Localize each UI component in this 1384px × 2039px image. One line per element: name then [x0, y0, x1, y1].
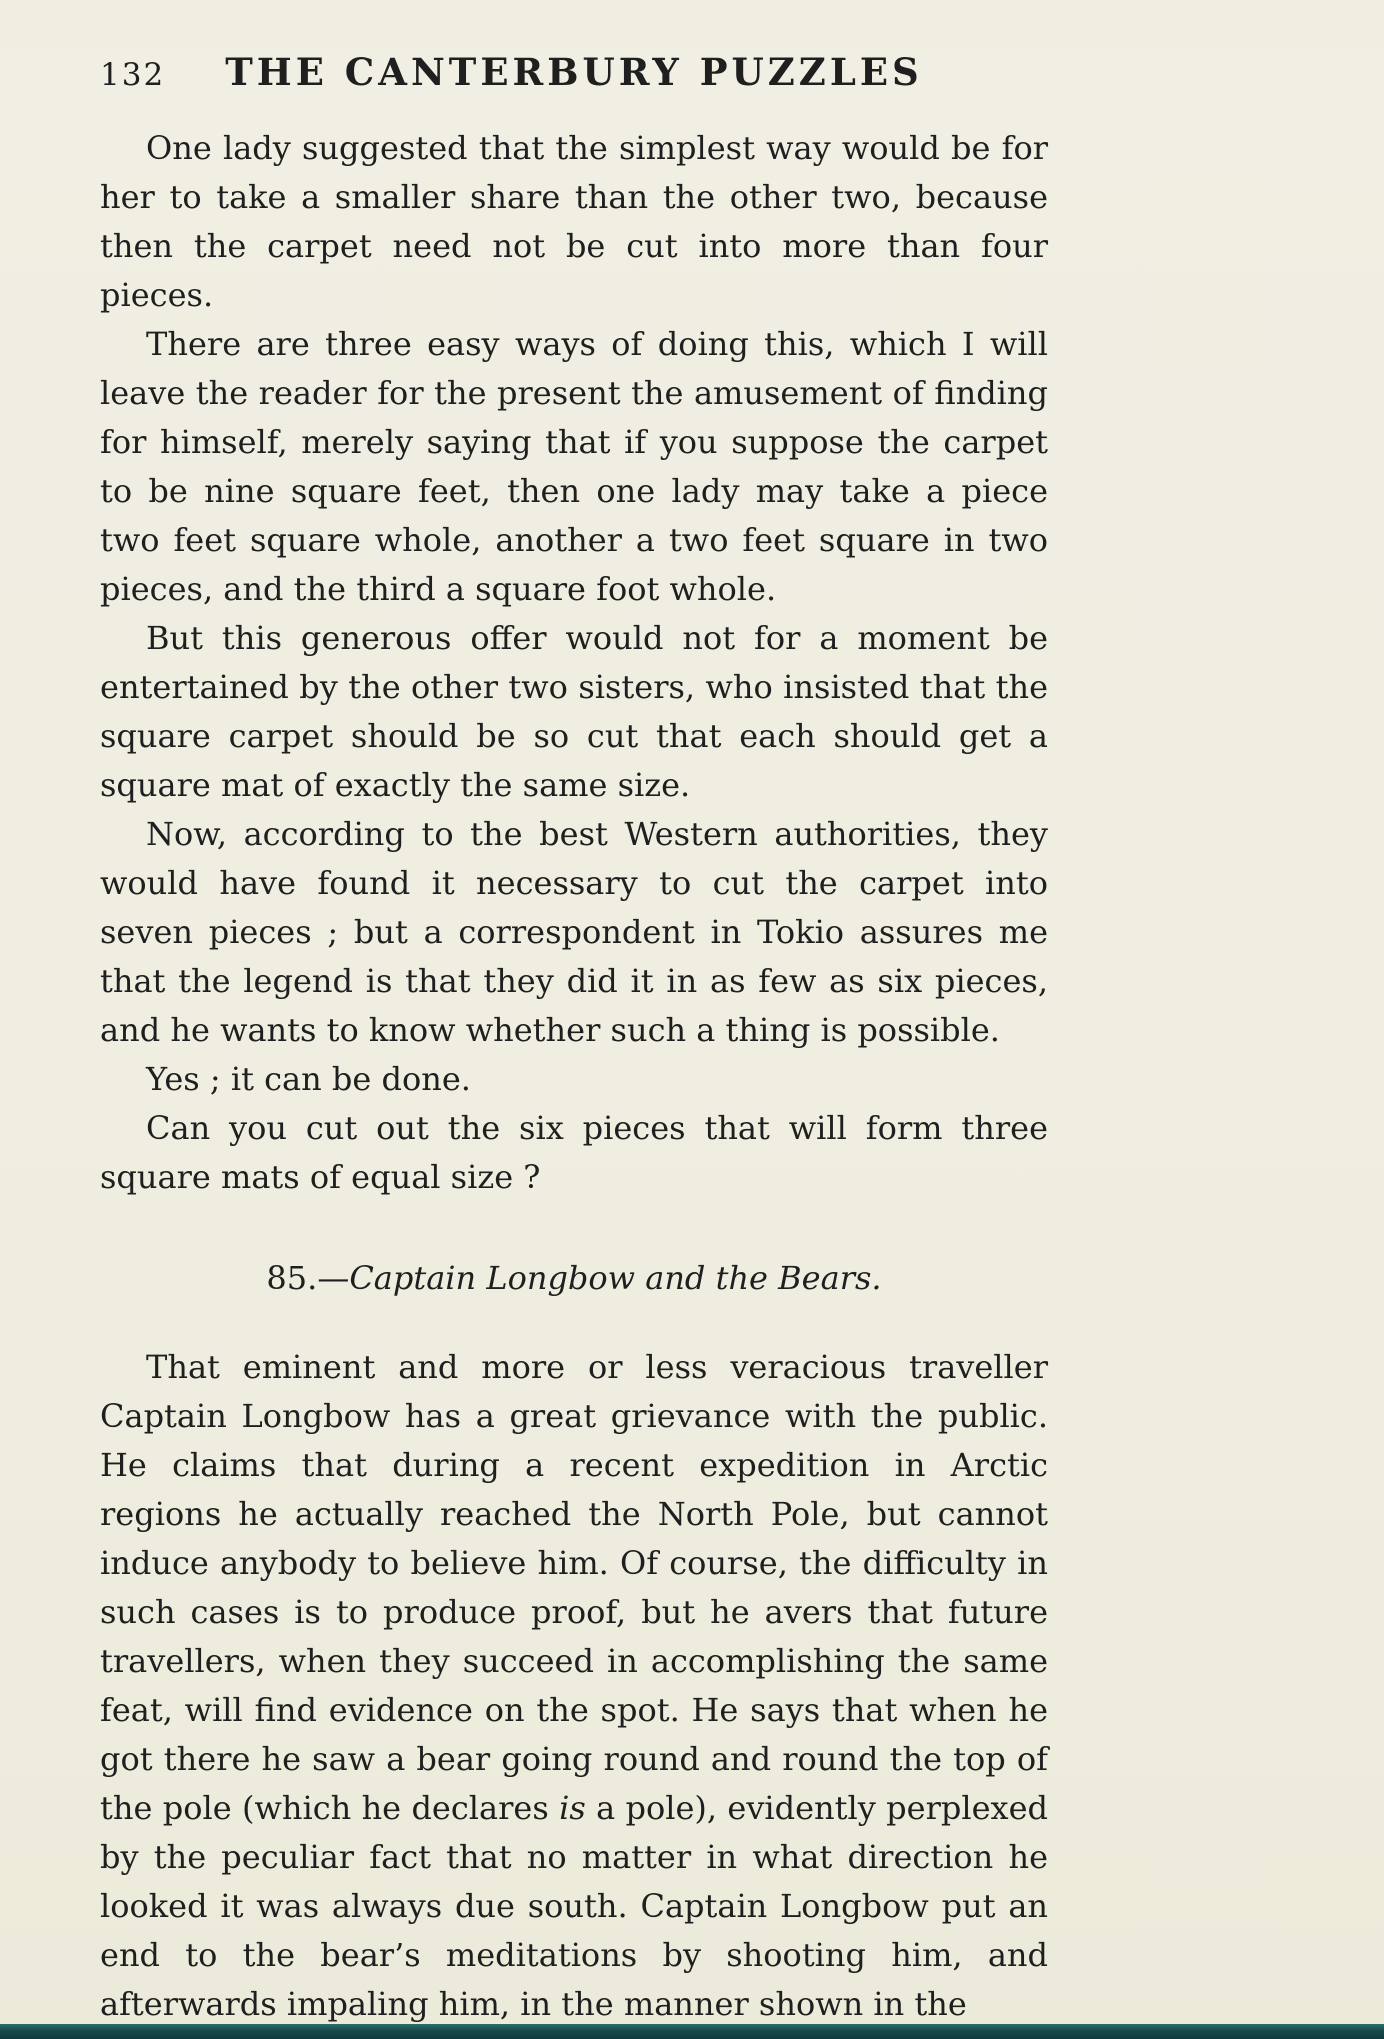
section-heading	[100, 1254, 1048, 1303]
paragraph: Yes ; it can be done.	[146, 1060, 471, 1098]
text-block	[100, 124, 1048, 2029]
paragraph-text: That eminent and more or less veracious traveller Captain Longbow has a great grievance with the public. He claims that during a recent expedition in Arctic regions he actually reached the North Pole, but cannot induce anybody to believe him. Of course, the difficulty in such cases is to produce proof, but he avers that future travellers, when they succeed in accomplishing the same feat, will find evidence on the spot. He says that when he got there he saw a bear going round and round the top of the pole (which he declares	[100, 1348, 1048, 1827]
book-page	[0, 50, 1384, 2039]
paragraph-italic-word: is	[559, 1789, 586, 1827]
paragraph	[100, 1343, 1048, 2029]
page-header	[100, 50, 1048, 94]
paragraph: One lady suggested that the simplest way would be for her to take a smaller share than the other two, because then the carpet need not be cut into more than four pieces.	[100, 129, 1048, 314]
paragraph: But this generous offer would not for a moment be entertained by the other two sisters, who insisted that the square carpet should be so cut that each should get a square mat of exactly the same size.	[100, 619, 1048, 804]
section-heading-number: 85.—	[266, 1259, 350, 1297]
paragraph-text: a pole), evidently perplexed by the peculiar fact that no matter in what direction he looked it was always due south. Captain Longbow put an end to the bear’s meditations by shooting him, and afterwards impaling him, in the manner shown in the	[100, 1789, 1048, 2023]
page-number: 132	[100, 57, 166, 93]
paragraph: There are three easy ways of doing this, which I will leave the reader for the present the amusement of finding for himself, merely saying that if you suppose the carpet to be nine square feet, then one lady may take a piece two feet square whole, another a two feet square in two pieces, and the third a square foot whole.	[100, 325, 1048, 608]
scan-bottom-edge-strip	[0, 2024, 1384, 2039]
paragraph: Now, according to the best Western authorities, they would have found it necessary to cut the carpet into seven pieces ; but a correspondent in Tokio assures me that the legend is that they did it in as few as six pieces, and he wants to know whether such a thing is possible.	[100, 815, 1048, 1049]
section-heading-title: Captain Longbow and the Bears.	[349, 1259, 882, 1297]
running-title: THE CANTERBURY PUZZLES	[225, 50, 923, 94]
paragraph: Can you cut out the six pieces that will form three square mats of equal size ?	[100, 1109, 1048, 1196]
